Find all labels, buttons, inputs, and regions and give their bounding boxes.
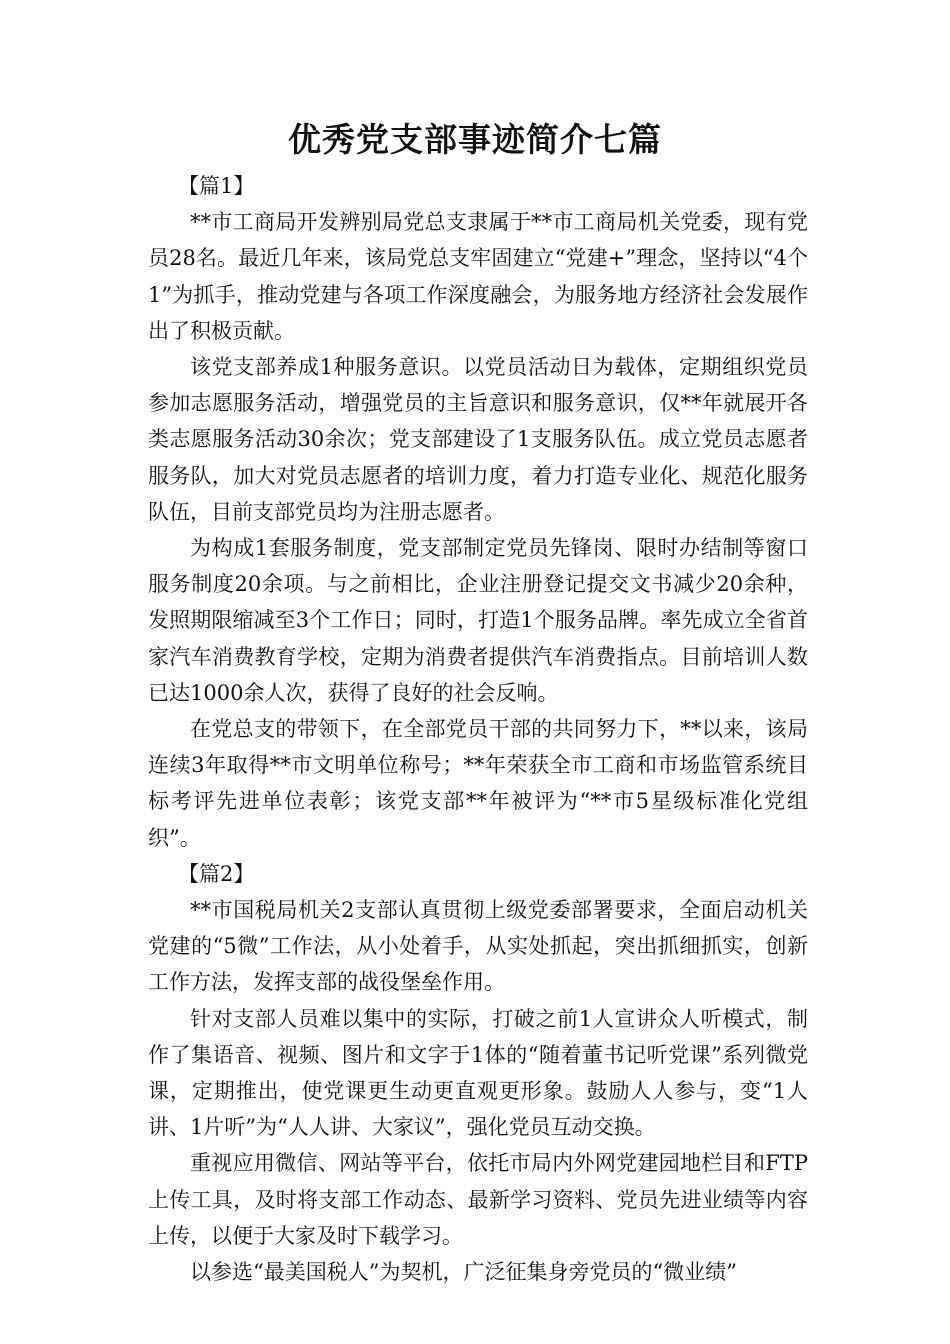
paragraph: 在党总支的带领下，在全部党员干部的共同努力下，**以来，该局连续3年取得**市文明单位称号；**年荣获全市工商和市场监管系统目标考评先进单位表彰；该党支部**年被评为“**市5星级标准化党组织”。 — [148, 717, 808, 850]
section-heading: 【篇1】 — [178, 174, 255, 198]
paragraph: 以参选“最美国税人”为契机，广泛征集身旁党员的“微业绩” — [190, 1260, 737, 1285]
document-body — [148, 168, 808, 1290]
paragraph: **市工商局开发辨别局党总支隶属于**市工商局机关党委，现有党员28名。最近几年来，该局党总支牢固建立“党建+”理念，坚持以“4个1”为抓手，推动党建与各项工作深度融会，为服务地方经济社会发展作出了积极贡献。 — [148, 210, 808, 343]
section-2 — [148, 856, 808, 1290]
paragraph: 针对支部人员难以集中的实际，打破之前1人宣讲众人听模式，制作了集语音、视频、图片和文字于1体的“随着董书记听党课”系列微党课，定期推出，使党课更生动更直观更形象。鼓励人人参与，变“1人讲、1片听”为“人人讲、大家议”，强化党员互动交换。 — [148, 1006, 808, 1140]
section-heading: 【篇2】 — [178, 861, 255, 886]
document-title: 优秀党支部事迹简介七篇 — [288, 120, 662, 159]
paragraph: 为构成1套服务制度，党支部制定党员先锋岗、限时办结制等窗口服务制度20余项。与之前相比，企业注册登记提交文书减少20余种，发照期限缩减至3个工作日；同时，打造1个服务品牌。率先成立全省首家汽车消费教育学校，定期为消费者提供汽车消费指点。目前培训人数已达1000余人次，获得了良好的社会反响。 — [148, 536, 808, 705]
paragraph: 重视应用微信、网站等平台，依托市局内外网党建园地栏目和FTP上传工具，及时将支部工作动态、最新学习资料、党员先进业绩等内容上传，以便于大家及时下载学习。 — [148, 1151, 808, 1248]
paragraph: 该党支部养成1种服务意识。以党员活动日为载体，定期组织党员参加志愿服务活动，增强党员的主旨意识和服务意识，仅**年就展开各类志愿服务活动30余次；党支部建设了1支服务队伍。成立党员志愿者服务队，加大对党员志愿者的培训力度，着力打造专业化、规范化服务队伍，目前支部党员均为注册志愿者。 — [148, 355, 808, 524]
paragraph: **市国税局机关2支部认真贯彻上级党委部署要求，全面启动机关党建的“5微”工作法，从小处着手，从实处抓起，突出抓细抓实，创新工作方法，发挥支部的战役堡垒作用。 — [148, 898, 808, 995]
section-1 — [148, 168, 808, 856]
